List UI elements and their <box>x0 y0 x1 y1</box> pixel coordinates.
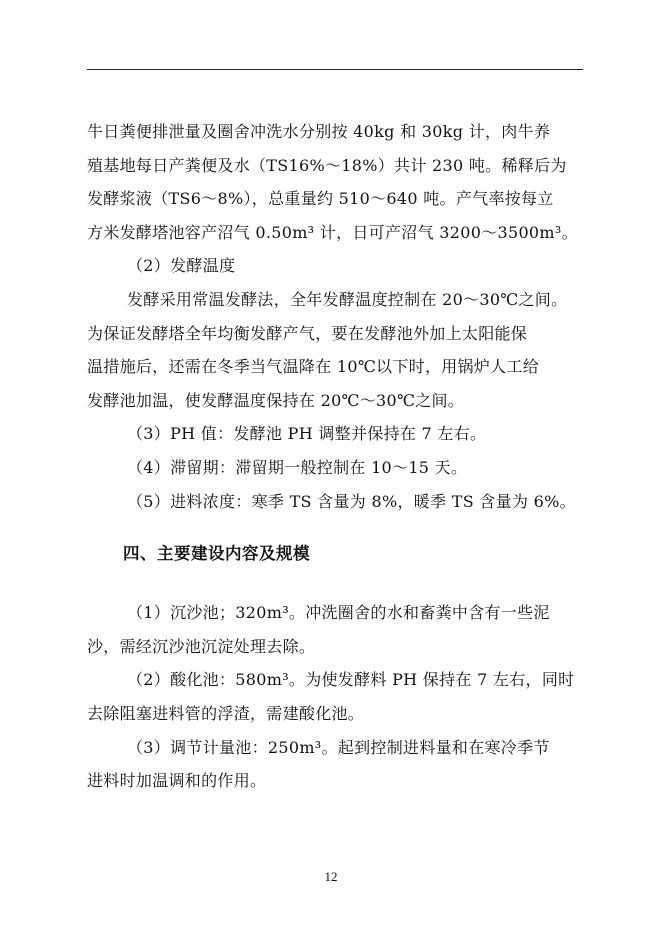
text-line: 沙，需经沉沙池沉淀处理去除。 <box>87 636 316 656</box>
text-line: （4）滞留期：滞留期一般控制在 10～15 天。 <box>127 457 468 477</box>
section-heading: 四、主要建设内容及规模 <box>123 544 310 564</box>
paragraph-fermentation-method <box>87 283 583 417</box>
subheading-fermentation-temperature <box>87 249 583 283</box>
text-line: （3）PH 值：发酵池 PH 调整并保持在 7 左右。 <box>127 424 487 444</box>
item-retention-period <box>87 451 583 485</box>
item-ph-value <box>87 417 583 451</box>
text-line: （3）调节计量池：250m³。起到控制进料量和在寒冷季节 <box>127 737 550 757</box>
text-line: 殖基地每日产粪便及水（TS16%～18%）共计 230 吨。稀释后为 <box>87 155 567 175</box>
text-line: 方米发酵塔池容产沼气 0.50m³ 计，日可产沼气 3200～3500m³。 <box>87 222 578 242</box>
page-body <box>87 115 583 798</box>
text-line: 发酵池加温，使发酵温度保持在 20℃～30℃之间。 <box>87 390 465 410</box>
text-line: 温措施后，还需在冬季当气温降在 10℃以下时，用锅炉人工给 <box>87 357 540 377</box>
text-line: 发酵浆液（TS6～8%），总重量约 510～640 吨。产气率按每立 <box>87 189 554 209</box>
text-line: （1）沉沙池；320m³。冲洗圈舍的水和畜粪中含有一些泥 <box>127 603 550 623</box>
text-line: （2）酸化池：580m³。为使发酵料 PH 保持在 7 左右，同时 <box>127 670 575 690</box>
text-line: 牛日粪便排泄量及圈舍冲洗水分别按 40kg 和 30kg 计，肉牛养 <box>87 122 551 141</box>
text-line: 发酵采用常温发酵法，全年发酵温度控制在 20～30℃之间。 <box>127 289 568 309</box>
facility-regulating-metering-tank <box>87 731 583 798</box>
facility-sand-settling-tank <box>87 596 583 663</box>
text-line: 去除阻塞进料管的浮渣，需建酸化池。 <box>87 703 365 723</box>
text-line: 为保证发酵塔全年均衡发酵产气，要在发酵池外加上太阳能保 <box>87 323 528 343</box>
facility-acidification-tank <box>87 663 583 730</box>
text-line: （2）发酵温度 <box>127 256 236 276</box>
header-rule <box>87 69 583 70</box>
paragraph-daily-output <box>87 115 583 249</box>
text-line: （5）进料浓度：寒季 TS 含量为 8%，暖季 TS 含量为 6%。 <box>127 491 576 511</box>
text-line: 进料时加温调和的作用。 <box>87 771 267 791</box>
item-feed-concentration <box>87 485 583 519</box>
page-number: 12 <box>324 869 338 884</box>
